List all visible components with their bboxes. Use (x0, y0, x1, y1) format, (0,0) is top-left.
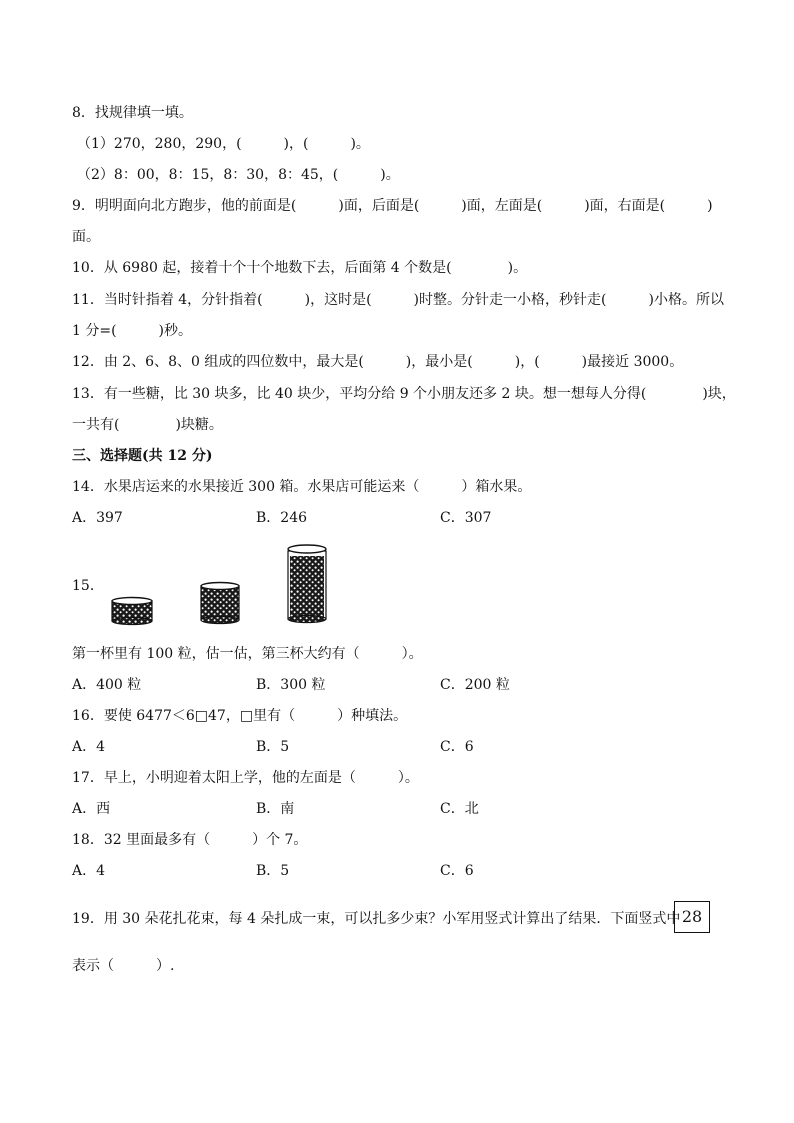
q19-line1: 19．用 30 朵花扎花束，每 4 朵扎成一束，可以扎多少束？小军用竖式计算出了结果．下面竖式中 (72, 911, 681, 927)
boxed-number: 28 (674, 901, 710, 933)
q16-option-c: C．6 (440, 739, 474, 755)
q15-text: 第一杯里有 100 粒，估一估，第三杯大约有（ ）。 (72, 646, 423, 662)
q12-text: 12．由 2、6、8、0 组成的四位数中，最大是( )，最小是( )，( )最接近 3000。 (72, 354, 684, 370)
q14-option-a: A．397 (72, 510, 123, 526)
cup-3-image (284, 542, 330, 626)
section-title: 三、选择题(共 12 分) (72, 448, 213, 464)
q8-title: 8．找规律填一填。 (72, 105, 193, 121)
q11-line2: 1 分=( )秒。 (72, 323, 193, 339)
cup-2-image (198, 580, 242, 626)
q15-option-c: C．200 粒 (440, 677, 510, 693)
q18-option-b: B．5 (256, 863, 290, 879)
q15-option-a: A．400 粒 (72, 677, 142, 693)
q10-text: 10．从 6980 起，接着十个十个地数下去，后面第 4 个数是( )。 (72, 260, 528, 276)
q17-option-a: A．西 (72, 801, 111, 817)
q11-line1: 11．当时针指着 4，分针指着( )，这时是( )时整。分针走一小格，秒针走( )小格。所以 (72, 292, 724, 308)
q14-option-c: C．307 (440, 510, 492, 526)
q16-text: 16．要使 6477＜6□47，□里有（ ）种填法。 (72, 708, 408, 724)
q16-option-b: B．5 (256, 739, 290, 755)
q14-option-b: B．246 (256, 510, 308, 526)
q15-label: 15． (72, 578, 104, 594)
q17-option-c: C．北 (440, 801, 479, 817)
q17-option-b: B．南 (256, 801, 295, 817)
q17-text: 17．早上，小明迎着太阳上学，他的左面是（ ）。 (72, 770, 419, 786)
q18-text: 18．32 里面最多有（ ）个 7。 (72, 832, 308, 848)
q9-line1: 9．明明面向北方跑步，他的前面是( )面，后面是( )面，左面是( )面，右面是( ) (72, 198, 713, 214)
q19-line2: 表示（ ）. (72, 958, 175, 974)
q8-part1: （1）270，280，290，( )，( )。 (77, 136, 370, 152)
cup-1-image (110, 596, 154, 626)
q18-option-c: C．6 (440, 863, 474, 879)
q18-option-a: A．4 (72, 863, 106, 879)
q16-option-a: A．4 (72, 739, 106, 755)
q13-line1: 13．有一些糖，比 30 块多，比 40 块少，平均分给 9 个小朋友还多 2 块。想一想每人分得( )块， (72, 386, 736, 402)
q15-option-b: B．300 粒 (256, 677, 326, 693)
q13-line2: 一共有( )块糖。 (72, 417, 223, 433)
q14-text: 14．水果店运来的水果接近 300 箱。水果店可能运来（ ）箱水果。 (72, 479, 532, 495)
q8-part2: （2）8：00，8：15，8：30，8：45，( )。 (77, 167, 400, 183)
q9-line2: 面。 (72, 229, 100, 245)
